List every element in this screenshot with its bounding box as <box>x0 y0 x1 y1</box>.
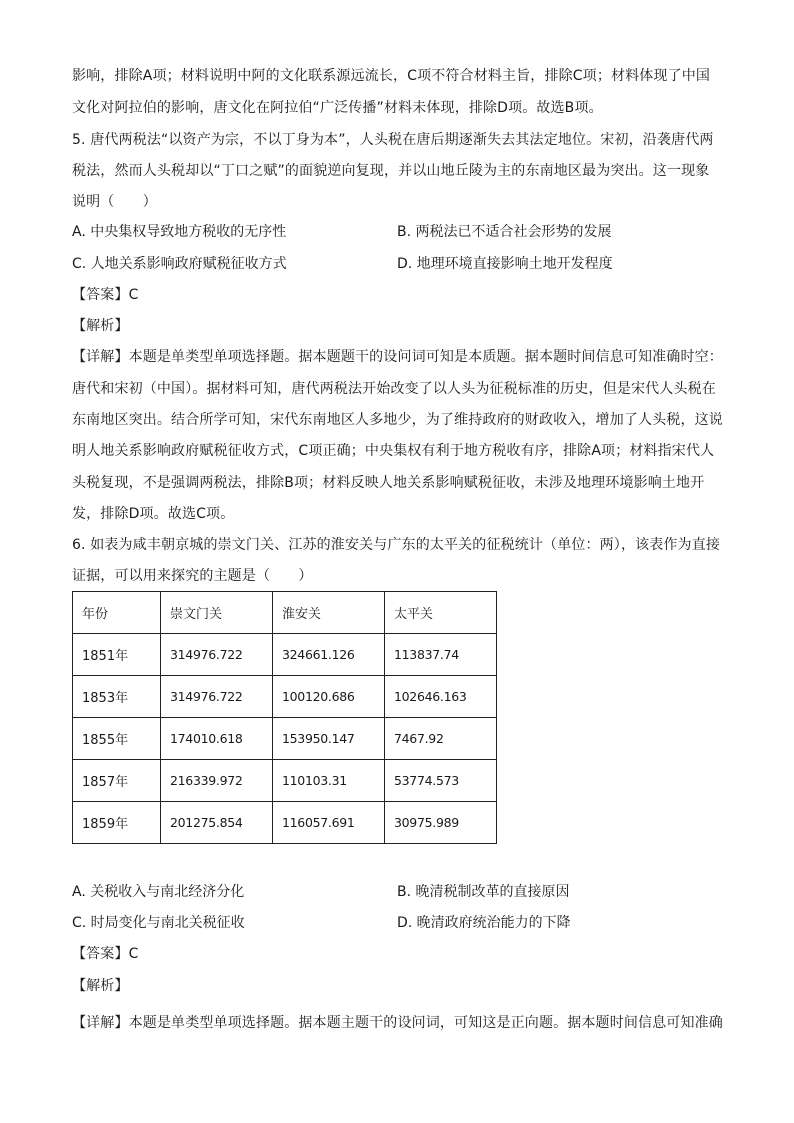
table-cell: 153950.147 <box>273 718 385 760</box>
table-header-cell: 太平关 <box>385 592 497 634</box>
table-header-cell: 年份 <box>73 592 161 634</box>
detail-text: 本题是单类型单项选择题。据本题主题干的设问词，可知这是正向题。据本题时间信息可知准确 <box>128 1015 723 1031</box>
q5-detail-line-6: 发，排除D项。故选C项。 <box>72 506 235 522</box>
q5-stem-line-3: 说明（ ） <box>72 194 157 210</box>
answer-value: C <box>128 946 139 962</box>
q6-option-d: D. 晚清政府统治能力的下降 <box>397 915 571 931</box>
q5-detail-line-2: 唐代和宋初（中国）。据材料可知，唐代两税法开始改变了以人头为征税标准的历史，但是宋代人头税在 <box>72 381 716 397</box>
table-cell: 314976.722 <box>161 676 273 718</box>
prev-analysis-line-2: 文化对阿拉伯的影响，唐文化在阿拉伯“广泛传播”材料未体现，排除D项。故选B项。 <box>72 100 603 116</box>
table-row <box>73 634 497 676</box>
q6-detail-line-1 <box>72 1013 722 1033</box>
q5-option-c: C. 人地关系影响政府赋税征收方式 <box>72 256 287 272</box>
table-row <box>73 760 497 802</box>
table-cell-year: 1853年 <box>73 676 161 718</box>
table-cell: 113837.74 <box>385 634 497 676</box>
q5-option-b: B. 两税法已不适合社会形势的发展 <box>397 224 612 240</box>
q5-detail-line-5: 头税复现，不是强调两税法，排除B项；材料反映人地关系影响赋税征收，未涉及地理环境影响土地开 <box>72 475 705 491</box>
q5-stem-line-1: 5. 唐代两税法“以资产为宗，不以丁身为本”，人头税在唐后期逐渐失去其法定地位。宋初，沿袭唐代两 <box>72 132 714 148</box>
answer-tag: 【答案】 <box>72 287 129 303</box>
table-cell-year: 1851年 <box>73 634 161 676</box>
table-cell: 116057.691 <box>273 802 385 844</box>
prev-analysis-line-1: 影响，排除A项；材料说明中阿的文化联系源远流长，C项不符合材料主旨，排除C项；材料体现了中国 <box>72 68 711 84</box>
tax-statistics-table <box>72 591 497 844</box>
q5-option-a: A. 中央集权导致地方税收的无序性 <box>72 224 287 240</box>
table-cell-year: 1855年 <box>73 718 161 760</box>
q5-option-d: D. 地理环境直接影响土地开发程度 <box>397 256 613 272</box>
q6-stem-line-2: 证据，可以用来探究的主题是（ ） <box>72 568 313 584</box>
table-cell: 324661.126 <box>273 634 385 676</box>
table-cell: 110103.31 <box>273 760 385 802</box>
table-cell: 201275.854 <box>161 802 273 844</box>
table-row <box>73 802 497 844</box>
detail-tag: 【详解】 <box>72 1015 129 1031</box>
table-cell: 216339.972 <box>161 760 273 802</box>
table-cell: 314976.722 <box>161 634 273 676</box>
q5-detail-line-1 <box>72 347 722 367</box>
q5-detail-line-3: 东南地区突出。结合所学可知，宋代东南地区人多地少，为了维持政府的财政收入，增加了人头税，这说 <box>72 412 723 428</box>
table-row <box>73 676 497 718</box>
q6-answer <box>72 944 722 964</box>
q6-option-c: C. 时局变化与南北关税征收 <box>72 915 245 931</box>
answer-value: C <box>128 287 139 303</box>
answer-tag: 【答案】 <box>72 946 129 962</box>
q5-analysis-tag: 【解析】 <box>72 318 129 334</box>
q6-stem-line-1: 6. 如表为咸丰朝京城的崇文门关、江苏的淮安关与广东的太平关的征税统计（单位：两），该表作为直接 <box>72 537 721 553</box>
table-cell: 7467.92 <box>385 718 497 760</box>
detail-tag: 【详解】 <box>72 349 129 365</box>
table-cell: 100120.686 <box>273 676 385 718</box>
table-cell: 30975.989 <box>385 802 497 844</box>
table-cell-year: 1857年 <box>73 760 161 802</box>
detail-text: 本题是单类型单项选择题。据本题题干的设问词可知是本质题。据本题时间信息可知准确时空： <box>128 349 723 365</box>
table-header-cell: 淮安关 <box>273 592 385 634</box>
table-cell: 53774.573 <box>385 760 497 802</box>
table-row <box>73 718 497 760</box>
table-cell-year: 1859年 <box>73 802 161 844</box>
table-cell: 174010.618 <box>161 718 273 760</box>
q6-option-a: A. 关税收入与南北经济分化 <box>72 884 245 900</box>
q6-analysis-tag: 【解析】 <box>72 978 129 994</box>
table-header-row <box>73 592 497 634</box>
q5-stem-line-2: 税法，然而人头税却以“丁口之赋”的面貌逆向复现，并以山地丘陵为主的东南地区最为突出。这一现象 <box>72 163 710 179</box>
q6-option-b: B. 晚清税制改革的直接原因 <box>397 884 570 900</box>
table-cell: 102646.163 <box>385 676 497 718</box>
q5-answer <box>72 285 722 305</box>
table-header-cell: 崇文门关 <box>161 592 273 634</box>
q5-detail-line-4: 明人地关系影响政府赋税征收方式，C项正确；中央集权有利于地方税收有序，排除A项；材料指宋代人 <box>72 443 715 459</box>
